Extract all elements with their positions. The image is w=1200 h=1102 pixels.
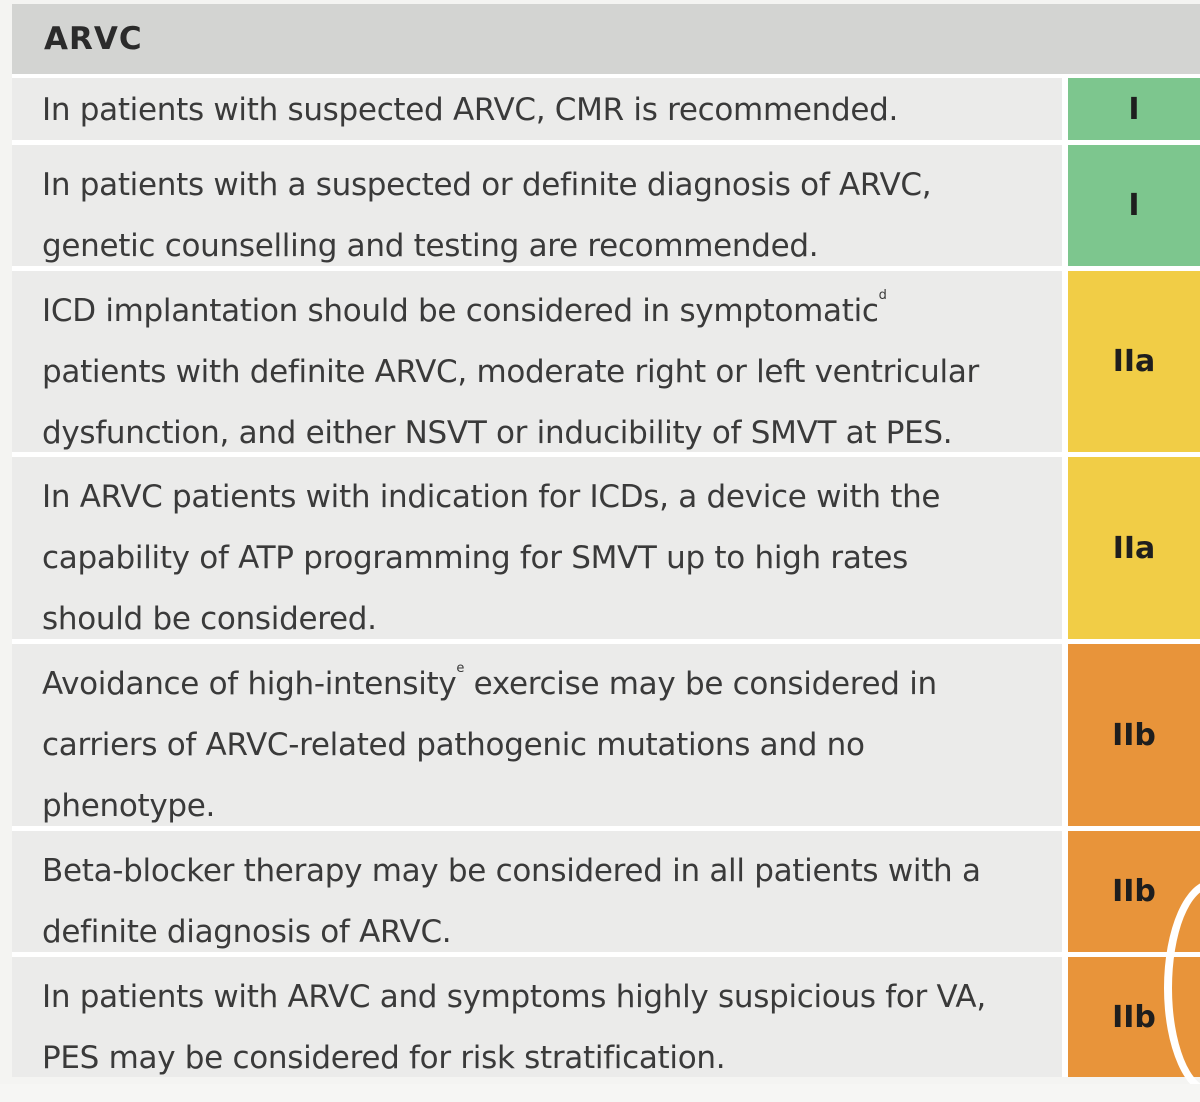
recommendation-text [12, 457, 1062, 639]
class-badge: IIb [1068, 644, 1200, 826]
table-row [12, 644, 1200, 831]
section-title: ARVC [44, 21, 143, 57]
recommendation-text [12, 644, 1062, 826]
text-line: ICD implantation should be considered in symptomatic$^d$ [42, 288, 887, 329]
text-line: carriers of ARVC-related pathogenic mutations and no [42, 727, 865, 763]
class-badge: IIa [1068, 271, 1200, 452]
bottom-strip [0, 1084, 1200, 1102]
text-line: patients with definite ARVC, moderate right or left ventricular [42, 354, 979, 390]
table-row [12, 271, 1200, 457]
footnote-marker: d [878, 288, 887, 303]
text-line: capability of ATP programming for SMVT up to high rates [42, 540, 909, 576]
text-line: definite diagnosis of ARVC. [42, 914, 452, 950]
recommendation-text [12, 831, 1062, 952]
table-row [12, 145, 1200, 271]
recommendation-text [12, 271, 1062, 452]
text-line: Beta-blocker therapy may be considered in all patients with a [42, 853, 981, 889]
recommendation-text [12, 78, 1062, 140]
class-badge: IIb [1068, 957, 1200, 1077]
text-line: should be considered. [42, 601, 377, 637]
table-row [12, 957, 1200, 1077]
text-line: PES may be considered for risk stratification. [42, 1040, 726, 1076]
class-badge: I [1068, 145, 1200, 266]
text-line: genetic counselling and testing are recommended. [42, 228, 819, 264]
recommendation-text [12, 145, 1062, 266]
table-row [12, 831, 1200, 957]
class-badge: IIb [1068, 831, 1200, 952]
class-badge: IIa [1068, 457, 1200, 639]
class-badge: I [1068, 78, 1200, 140]
text-line: dysfunction, and either NSVT or inducibility of SMVT at PES. [42, 415, 953, 451]
text-line: In patients with suspected ARVC, CMR is recommended. [42, 92, 899, 128]
table-row [12, 78, 1200, 145]
recommendations-table [12, 4, 1200, 1077]
footnote-marker: e [456, 661, 465, 676]
table-header [12, 4, 1200, 78]
recommendation-text [12, 957, 1062, 1077]
text-line: In ARVC patients with indication for ICDs, a device with the [42, 479, 941, 515]
text-line: In patients with ARVC and symptoms highly suspicious for VA, [42, 979, 986, 1015]
table-row [12, 457, 1200, 644]
text-line: In patients with a suspected or definite diagnosis of ARVC, [42, 167, 932, 203]
text-line: phenotype. [42, 788, 216, 824]
text-line: Avoidance of high-intensity$^e$ exercise may be considered in [42, 661, 937, 702]
